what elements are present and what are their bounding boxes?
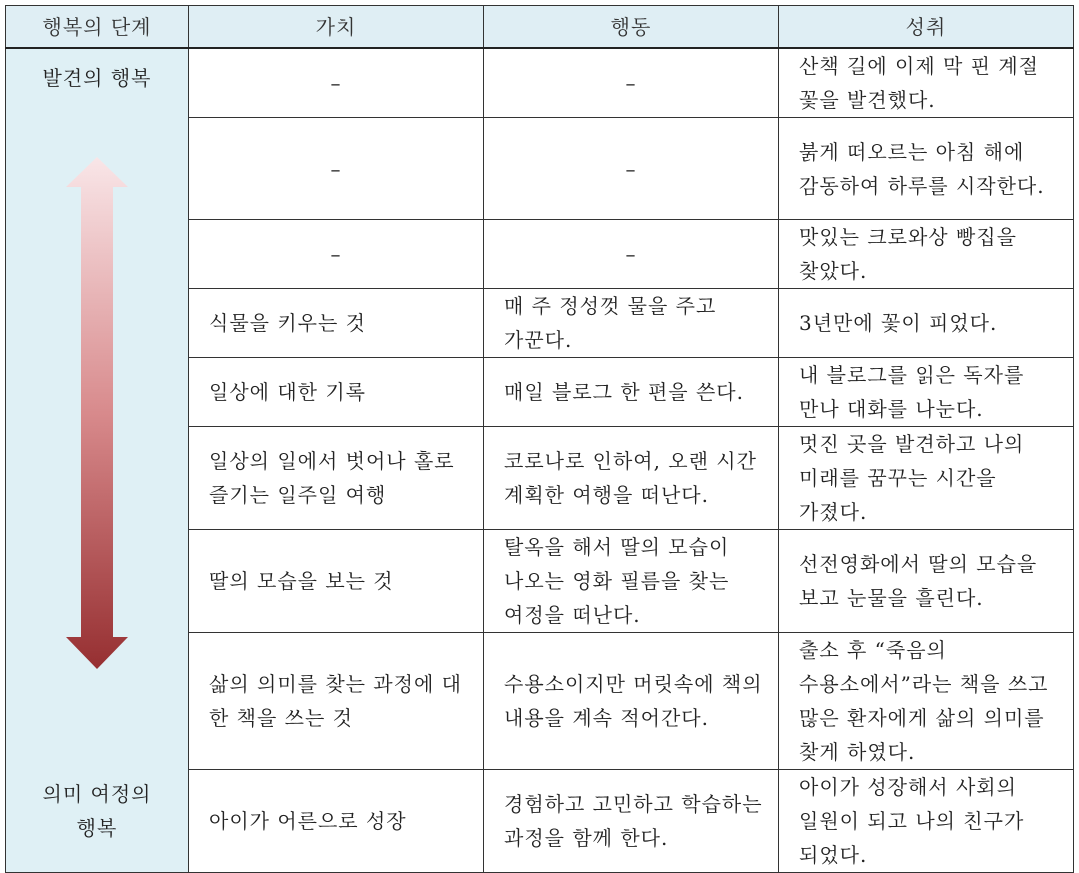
value-cell: –: [189, 220, 484, 289]
action-cell: –: [484, 220, 779, 289]
value-cell: 딸의 모습을 보는 것: [189, 530, 484, 633]
achievement-cell: 붉게 떠오르는 아침 해에 감동하여 하루를 시작한다.: [779, 118, 1074, 220]
value-cell: –: [189, 118, 484, 220]
value-cell: 식물을 키우는 것: [189, 289, 484, 358]
stage-bottom-line2: 행복: [76, 816, 118, 840]
achievement-cell: 아이가 성장해서 사회의 일원이 되고 나의 친구가 되었다.: [779, 770, 1074, 873]
value-cell: –: [189, 48, 484, 118]
achievement-cell: 3년만에 꽃이 피었다.: [779, 289, 1074, 358]
value-cell: 일상의 일에서 벗어나 홀로 즐기는 일주일 여행: [189, 427, 484, 530]
header-achievement: 성취: [779, 6, 1074, 49]
achievement-cell: 맛있는 크로와상 빵집을 찾았다.: [779, 220, 1074, 289]
achievement-cell: 멋진 곳을 발견하고 나의 미래를 꿈꾸는 시간을 가졌다.: [779, 427, 1074, 530]
action-cell: –: [484, 118, 779, 220]
action-cell: 경험하고 고민하고 학습하는 과정을 함께 한다.: [484, 770, 779, 873]
action-cell: 수용소이지만 머릿속에 책의 내용을 계속 적어간다.: [484, 633, 779, 770]
header-stage: 행복의 단계: [6, 6, 189, 49]
header-value: 가치: [189, 6, 484, 49]
table-row: [6, 48, 1074, 118]
stage-bottom-line1: 의미 여정의: [42, 782, 152, 806]
achievement-cell: 내 블로그를 읽은 독자를 만나 대화를 나눈다.: [779, 358, 1074, 427]
value-cell: 삶의 의미를 찾는 과정에 대한 책을 쓰는 것: [189, 633, 484, 770]
achievement-cell: 출소 후 “죽음의 수용소에서”라는 책을 쓰고 많은 환자에게 삶의 의미를 찾게 하였다.: [779, 633, 1074, 770]
stage-column: [6, 48, 189, 873]
value-cell: 아이가 어른으로 성장: [189, 770, 484, 873]
action-cell: 코로나로 인하여, 오랜 시간 계획한 여행을 떠난다.: [484, 427, 779, 530]
header-action: 행동: [484, 6, 779, 49]
achievement-cell: 산책 길에 이제 막 핀 계절 꽃을 발견했다.: [779, 48, 1074, 118]
header-row: [6, 6, 1074, 49]
happiness-stages-table: [5, 5, 1074, 873]
action-cell: 탈옥을 해서 딸의 모습이 나오는 영화 필름을 찾는 여정을 떠난다.: [484, 530, 779, 633]
double-headed-arrow-icon: [66, 157, 128, 672]
value-cell: 일상에 대한 기록: [189, 358, 484, 427]
action-cell: –: [484, 48, 779, 118]
stage-bottom-label: [6, 777, 188, 845]
action-cell: 매일 블로그 한 편을 쓴다.: [484, 358, 779, 427]
action-cell: 매 주 정성껏 물을 주고 가꾼다.: [484, 289, 779, 358]
achievement-cell: 선전영화에서 딸의 모습을 보고 눈물을 흘린다.: [779, 530, 1074, 633]
stage-top-label: 발견의 행복: [42, 66, 152, 90]
